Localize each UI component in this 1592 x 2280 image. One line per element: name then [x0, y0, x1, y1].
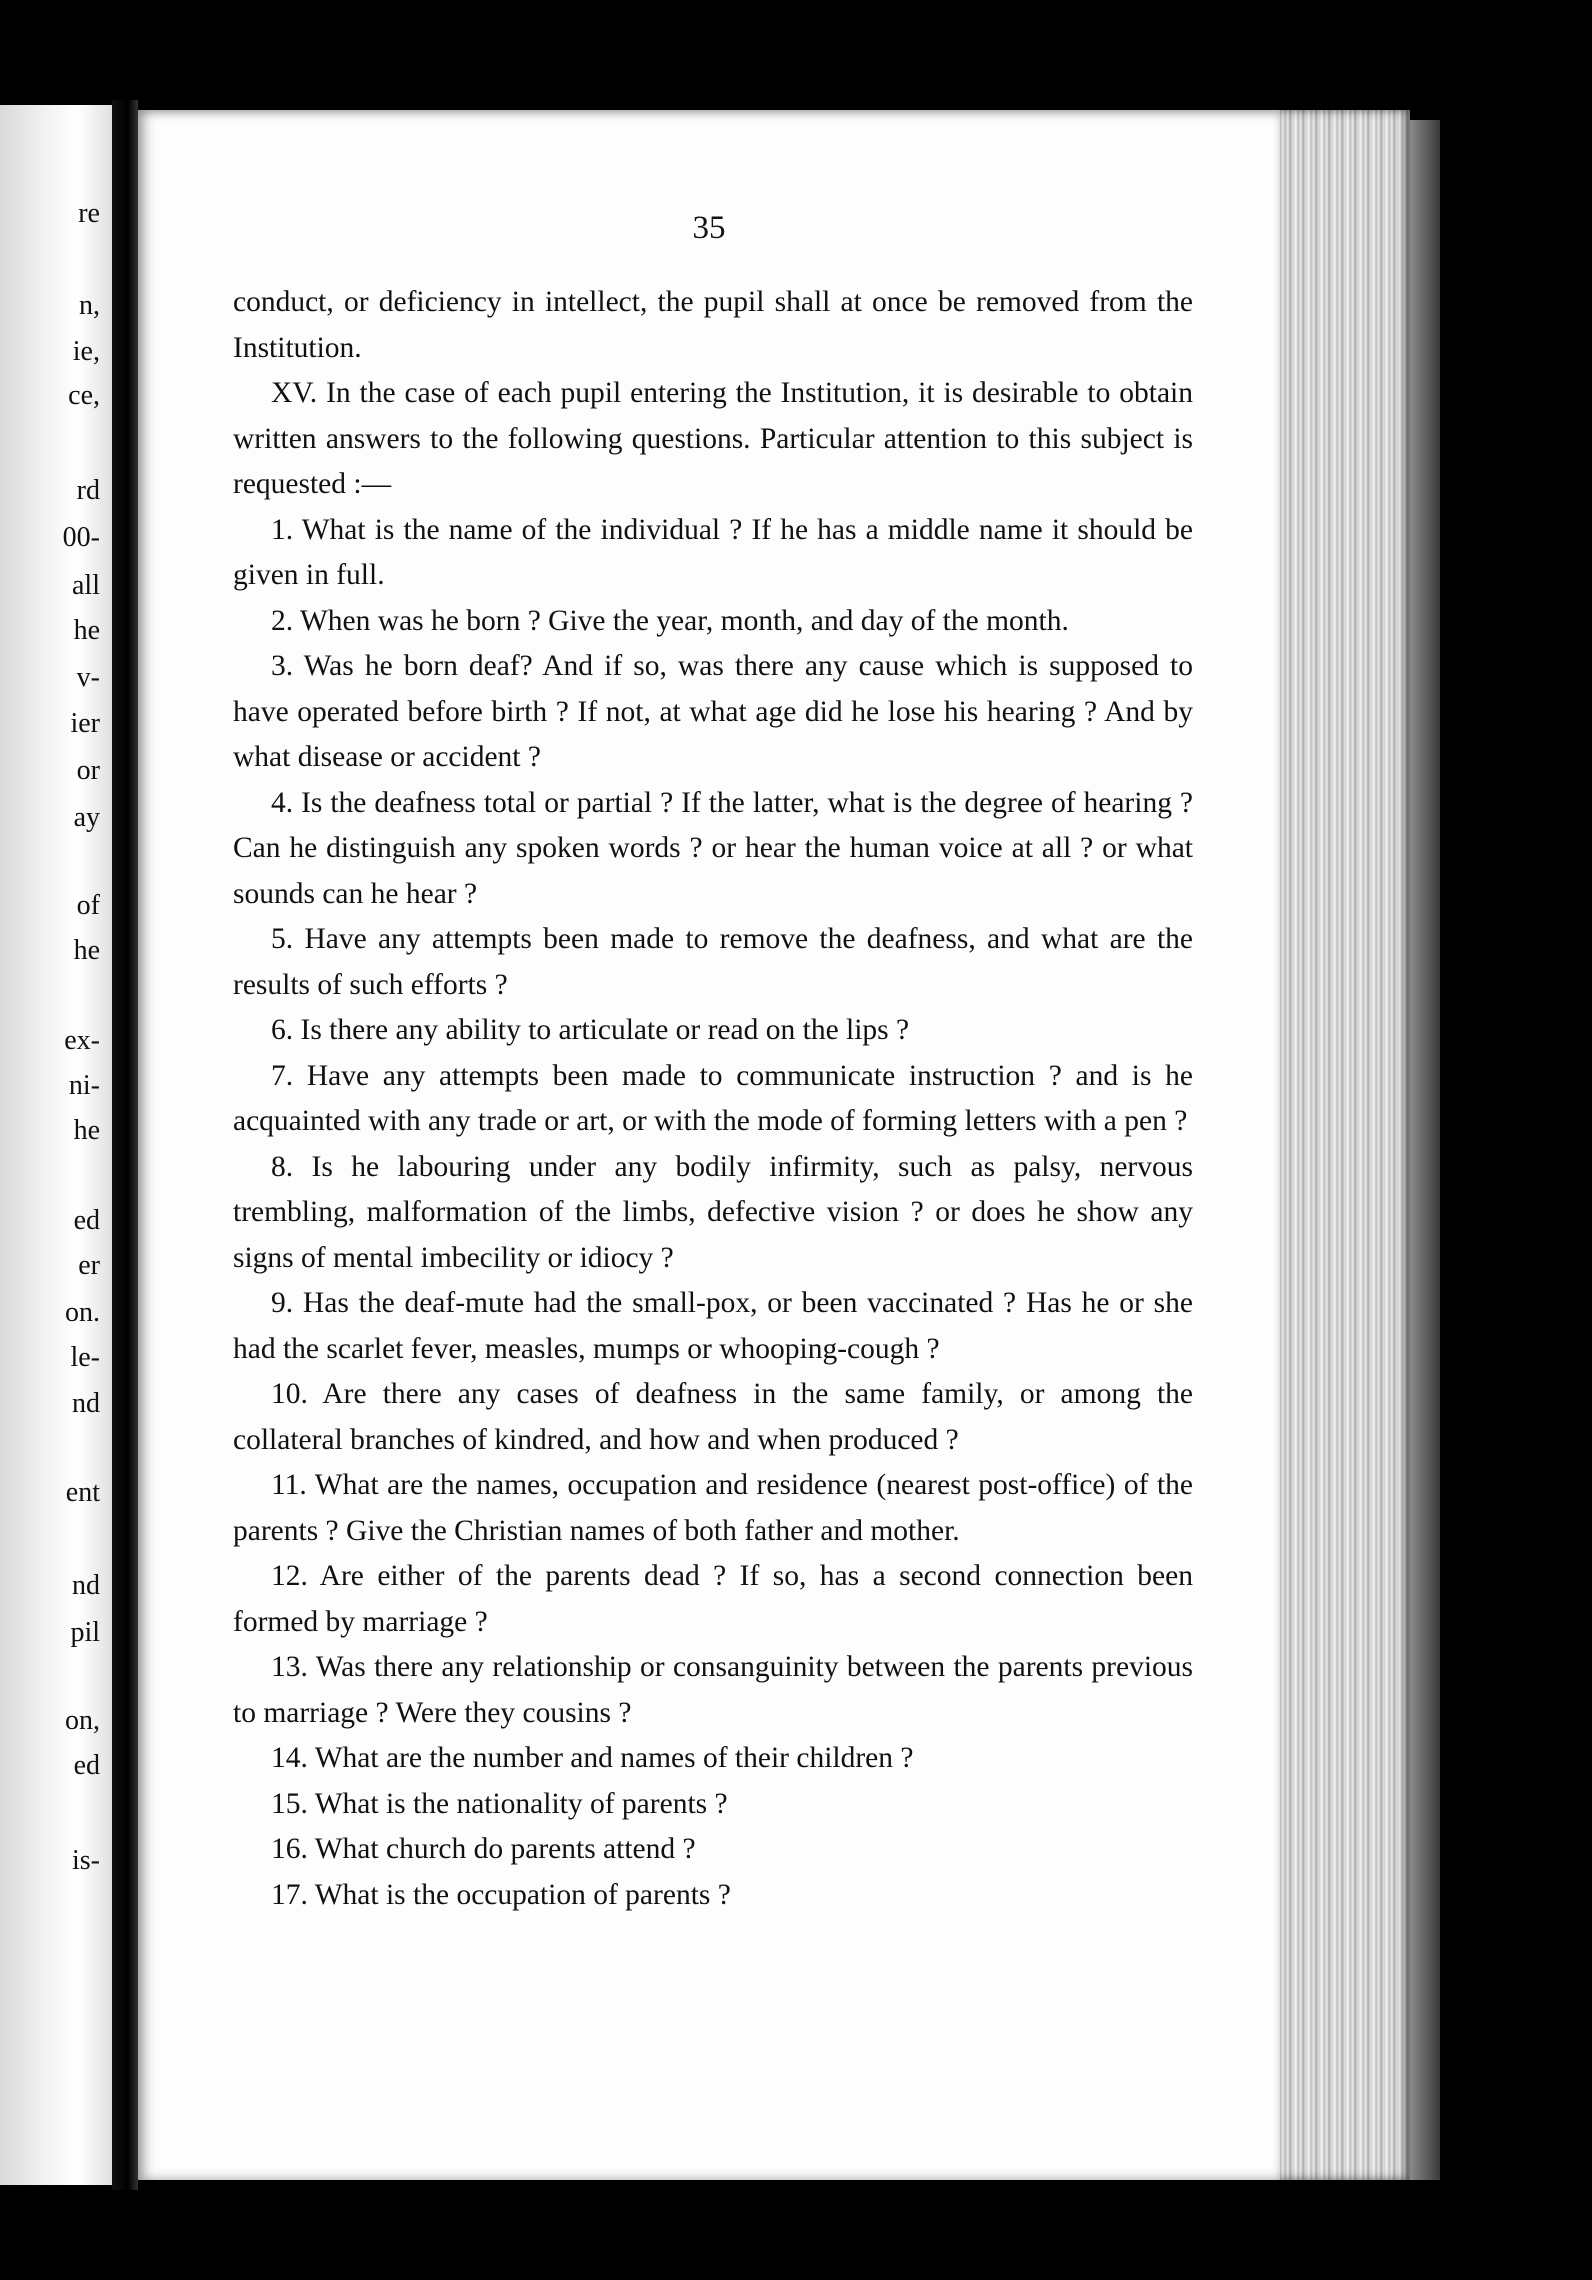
question-item: 14. What are the number and names of their children ? [271, 1742, 914, 1774]
left-page-fragment: of [76, 890, 100, 921]
question-item: 4. Is the deafness total or partial ? If the latter, what is the degree of hearing ? Can he distinguish any spoken words ? or hear the human voice at all ? or what sounds can he hear ? [233, 786, 1193, 910]
left-page-fragment: re [78, 198, 100, 229]
question-item: 3. Was he born deaf? And if so, was there any cause which is supposed to have operated before birth ? If not, at what age did he lose his hearing ? And by what disease or accident ? [233, 650, 1193, 773]
left-page-fragment: n, [79, 290, 100, 321]
question-item: 17. What is the occupation of parents ? [271, 1878, 731, 1911]
question-item: 9. Has the deaf-mute had the small-pox, or been vaccinated ? Has he or she had the scarlet fever, measles, mumps or whooping-cough ? [233, 1287, 1193, 1365]
left-page-fragment: on. [65, 1297, 100, 1328]
section-xv-paragraph: XV. In the case of each pupil entering the Institution, it is desirable to obtain written answers to the following questions. Particular attention to this subject is requested :— [233, 377, 1193, 500]
book-gutter [112, 100, 138, 2190]
left-page-fragment: ier [70, 708, 100, 739]
left-page-fragment: all [72, 570, 100, 601]
left-page-fragment: is- [72, 1845, 100, 1876]
question-item: 15. What is the nationality of parents ? [271, 1787, 728, 1820]
left-page-fragment: ed [73, 1205, 100, 1236]
left-page-fragment: ed [73, 1750, 100, 1781]
left-page-fragment: pil [70, 1617, 100, 1648]
left-page-fragment: ce, [68, 380, 100, 411]
question-item: 13. Was there any relationship or consanguinity between the parents previous to marriage ? Were they cousins ? [233, 1651, 1193, 1729]
page-body [233, 280, 1193, 1918]
left-page-fragment: ay [73, 802, 100, 833]
question-item: 1. What is the name of the individual ? If he has a middle name it should be given in full. [233, 513, 1193, 591]
left-page-fragment: ent [65, 1477, 100, 1508]
question-item: 7. Have any attempts been made to communicate instruction ? and is he acquainted with any trade or art, or with the mode of forming letters with a pen ? [233, 1059, 1193, 1137]
left-page-fragment: ie, [72, 336, 100, 367]
left-page-fragment: v- [76, 662, 100, 693]
question-item: 5. Have any attempts been made to remove the deafness, and what are the results of such efforts ? [233, 923, 1193, 1001]
book-page [138, 110, 1280, 2180]
left-page-fragment: he [73, 1115, 100, 1146]
book-cover-edge [1410, 120, 1440, 2180]
left-page-edge [0, 105, 112, 2185]
left-page-fragment: nd [72, 1388, 100, 1419]
question-item: 16. What church do parents attend ? [271, 1833, 696, 1865]
left-page-fragment: nd [72, 1570, 100, 1601]
page-stack-edges [1280, 110, 1410, 2180]
left-page-fragment: he [73, 935, 100, 966]
left-page-fragment: er [78, 1250, 100, 1281]
left-page-fragment: rd [76, 475, 100, 506]
page-number: 35 [692, 210, 726, 246]
left-page-fragment: he [73, 615, 100, 646]
left-page-fragment: 00- [62, 522, 100, 553]
question-item: 12. Are either of the parents dead ? If so, has a second connection been formed by marriage ? [233, 1560, 1193, 1638]
left-page-fragment: on, [65, 1705, 100, 1736]
left-page-fragment: or [76, 755, 100, 786]
left-page-fragment: ex- [64, 1025, 100, 1056]
question-item: 11. What are the names, occupation and residence (nearest post-office) of the parents ? Give the Christian names of both father and mother. [233, 1469, 1193, 1547]
question-item: 6. Is there any ability to articulate or read on the lips ? [271, 1014, 910, 1046]
left-page-fragment: ni- [68, 1070, 100, 1101]
question-item: 2. When was he born ? Give the year, month, and day of the month. [271, 604, 1069, 637]
left-page-fragment: le- [70, 1342, 100, 1373]
question-item: 8. Is he labouring under any bodily infirmity, such as palsy, nervous trembling, malformation of the limbs, defective vision ? or does he show any signs of mental imbecility or idiocy ? [233, 1150, 1193, 1274]
question-item: 10. Are there any cases of deafness in the same family, or among the collateral branches of kindred, and how and when produced ? [233, 1378, 1193, 1456]
continued-paragraph: conduct, or deficiency in intellect, the pupil shall at once be removed from the Institution. [233, 286, 1193, 364]
